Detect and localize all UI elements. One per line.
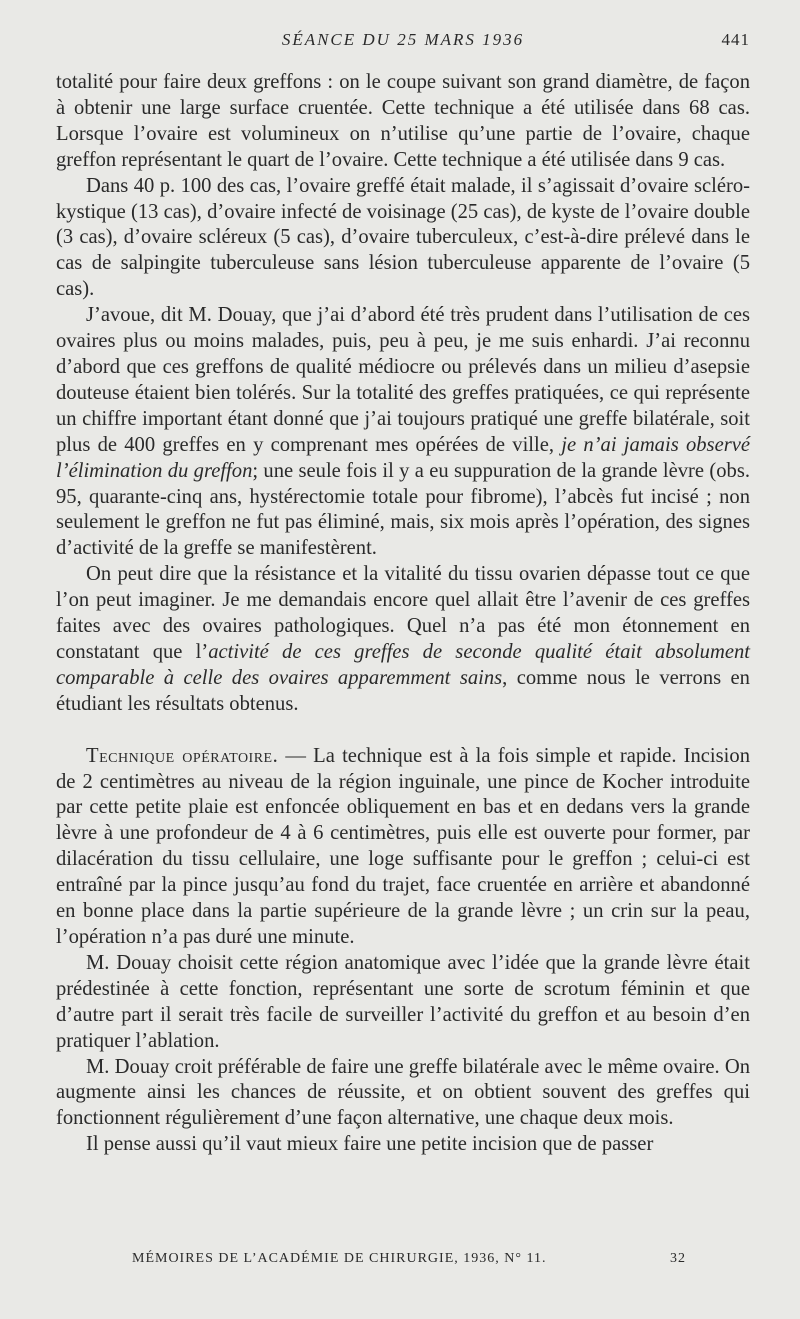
paragraph-incision: Il pense aussi qu’il vaut mieux faire une petite incision que de passer (86, 1133, 654, 1156)
journal-reference: MÉMOIRES DE L’ACADÉMIE DE CHIRURGIE, 1936, N° 11. (132, 1251, 547, 1266)
italic-emphasis: activité de ces greffes de seconde qualité était absolument comparable à celle des ovaires apparemment sains (56, 640, 750, 689)
paragraph-continuation: totalité pour faire deux greffons : on le coupe suivant son grand diamètre, de façon à obtenir une large surface cruentée. Cette technique a été utilisée dans 68 cas. Lorsque l’ovaire est volumineux on n’utilise qu’une partie de l’ovaire, chaque greffon représentant le quart de l’ovaire. Cette technique a été utilisée dans 9 cas. (56, 71, 750, 171)
paragraph-vitality: On peut dire que la résistance et la vitalité du tissu ovarien dépasse tout ce que l’on peut imaginer. Je me demandais encore quel allait être l’avenir de ces greffes faites avec des ovaires pathologiques. Quel n’a pas été mon étonnement en constatant que l’activité de ces greffes de seconde qualité était absolument comparable à celle des ovaires apparemment sains, comme nous le verrons en étudiant les résultats obtenus. (56, 563, 750, 715)
paragraph-technique: Technique opératoire. — La technique est à la fois simple et rapide. Incision de 2 centimètres au niveau de la région inguinale, une pince de Kocher introduite par cette petite plaie est enfoncée obliquement en bas et en dedans vers la grande lèvre à une profondeur de 4 à 6 centimètres, puis elle est ouverte pour former, par dilacération du tissu cellulaire, une loge suffisante pour le greffon ; celui-ci est entraîné par la pince jusqu’au fond du trajet, face cruentée en arrière et abandonné en bonne place dans la partie supérieure de la grande lèvre ; un crin sur la peau, l’opération n’a pas duré une minute. (56, 744, 750, 948)
page-footer (56, 1251, 750, 1273)
section-heading: Technique opératoire. (86, 744, 279, 767)
paragraph-anatomic-region: M. Douay choisit cette région anatomique avec l’idée que la grande lèvre était prédestinée à cette fonction, représentant une sorte de scrotum féminin et que d’autre part il serait très facile de surveiller l’activité du greffon et au besoin d’en pratiquer l’ablation. (56, 951, 750, 1052)
paragraph-bilateral-graft: M. Douay croit préférable de faire une greffe bilatérale avec le même ovaire. On augmente ainsi les chances de réussite, et on obtient souvent des greffes qui fonctionnent régulièrement d’une façon alternative, une chaque deux mois. (56, 1055, 750, 1130)
body-text (56, 70, 750, 1158)
signature-mark: 32 (670, 1251, 686, 1266)
paragraph-diseased-ovaries: Dans 40 p. 100 des cas, l’ovaire greffé était malade, il s’agissait d’ovaire scléro-kystique (13 cas), d’ovaire infecté de voisinage (25 cas), de kyste de l’ovaire double (3 cas), d’ovaire scléreux (5 cas), d’ovaire tuberculeux, c’est-à-dire prélevé dans le cas de salpingite tuberculeuse sans lésion tuberculeuse apparente de l’ovaire (5 cas). (56, 174, 750, 301)
running-header (56, 30, 750, 54)
running-title: SÉANCE DU 25 MARS 1936 (281, 30, 525, 49)
page-number: 441 (721, 30, 750, 49)
paragraph-tolerance: J’avoue, dit M. Douay, que j’ai d’abord été très prudent dans l’utilisation de ces ovaires plus ou moins malades, puis, peu à peu, je me suis enhardi. J’ai reconnu d’abord que ces greffons de qualité médiocre ou prélevés dans un milieu d’asepsie douteuse étaient bien tolérés. Sur la totalité des greffes pratiquées, ce qui représente un chiffre important étant donné que j’ai toujours pratiqué une greffe bilatérale, soit plus de 400 greffes en y comprenant mes opérées de ville, je n’ai jamais observé l’élimination du greffon; une seule fois il y a eu suppuration de la grande lèvre (obs. 95, quarante-cinq ans, hystérectomie totale pour fibrome), l’abcès fut incisé ; non seulement le greffon ne fut pas éliminé, mais, six mois après l’opération, des signes d’activité de la greffe se manifestèrent. (56, 304, 751, 560)
italic-emphasis: je n’ai jamais observé l’élimination du greffon (56, 433, 751, 482)
